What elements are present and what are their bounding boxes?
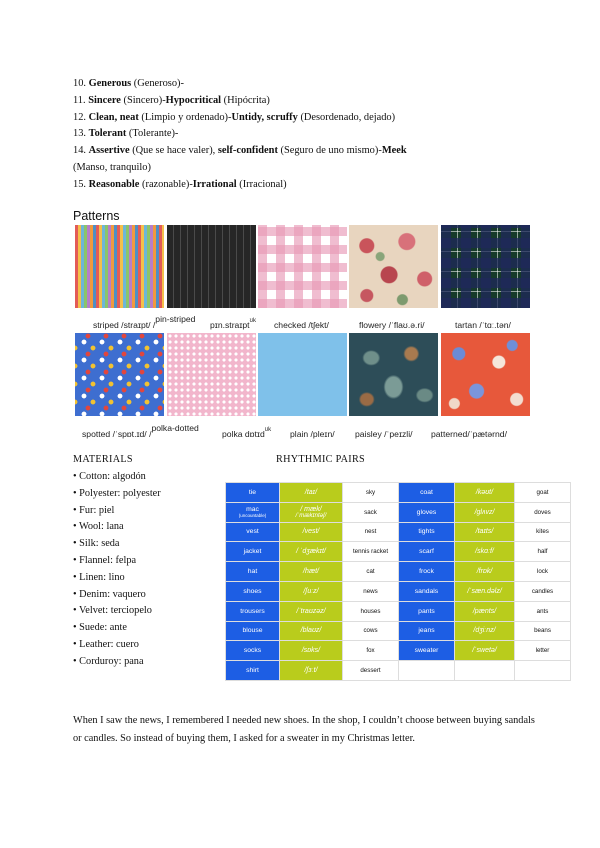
rhythmic-pairs-title: RHYTHMIC PAIRS <box>276 454 366 465</box>
story-paragraph: When I saw the news, I remembered I needed new shoes. In the shop, I couldn’t choose between buying sandals or candles. So instead of buying them, I asked for a sweater in my Christmas letter. <box>73 715 535 744</box>
striped-swatch <box>75 225 164 308</box>
materials-list <box>73 469 161 671</box>
list-item: • Denim: vaquero <box>73 588 146 600</box>
list-item: 12. Clean, neat (Limpio y ordenado)-Untidy, scruffy (Desordenado, dejado) <box>73 111 396 123</box>
table-row: shirt /ʃɜːt/ dessert <box>226 661 571 681</box>
list-item: 11. Sincere (Sincero)-Hypocritical (Hipócrita) <box>73 94 270 106</box>
table-row: vest /vest/ nest tights /taɪts/ kites <box>226 522 571 542</box>
table-row: hat /hæt/ cat frock /frɒk/ lock <box>226 562 571 582</box>
list-item: • Corduroy: pana <box>73 655 144 667</box>
list-item: • Linen: lino <box>73 571 125 583</box>
flowery-swatch <box>349 225 438 308</box>
list-item: 15. Reasonable (razonable)-Irrational (Irracional) <box>73 178 287 190</box>
pattern-label-patterned: patterned/ˈpætərnd/ <box>431 429 507 439</box>
pattern-label-tartan: tartan /ˈtɑː.tən/ <box>455 320 511 330</box>
materials-title: MATERIALS <box>73 454 133 465</box>
table-row: trousers /ˈtraʊzəz/ houses pants /pænts/ ants <box>226 601 571 621</box>
list-item: • Velvet: terciopelo <box>73 605 152 617</box>
list-item: 13. Tolerant (Tolerante)- <box>73 128 179 140</box>
patterned-swatch <box>441 333 530 416</box>
table-row: blouse /blaʊz/ cows jeans /dʒiːnz/ beans <box>226 621 571 641</box>
list-item: • Silk: seda <box>73 538 120 550</box>
adjective-list <box>73 76 543 194</box>
table-row: socks /sɒks/ fox sweater /ˈswetə/ letter <box>226 641 571 661</box>
table-row: tie /taɪ/ sky coat /kəʊt/ goat <box>226 483 571 503</box>
pattern-label-striped: striped /straɪpt/ /pin-striped <box>93 314 196 330</box>
pattern-label-flowery: flowery /ˈflaʊ.ə.ri/ <box>359 320 425 330</box>
list-item: • Cotton: algodón <box>73 471 146 482</box>
pattern-label-paisley: paisley /ˈpeɪzli/ <box>355 429 413 439</box>
pin-striped-swatch <box>167 225 256 308</box>
list-item: • Leather: cuero <box>73 638 139 650</box>
pattern-label-pin-striped: pɪn.straɪpt$^{ʊk}$ <box>210 318 256 330</box>
spotted-swatch <box>75 333 164 416</box>
pattern-label-plain: plain /pleɪn/ <box>290 429 335 439</box>
pattern-label-checked: checked /tʃekt/ <box>274 320 329 330</box>
polka-dotted-swatch <box>167 333 256 416</box>
patterns-title: Patterns <box>73 209 120 223</box>
paisley-swatch <box>349 333 438 416</box>
table-row: shoes /ʃuːz/ news sandals /ˈsæn.dəlz/ candles <box>226 581 571 601</box>
list-item: 10. Generous (Generoso)- <box>73 78 184 89</box>
plain-swatch <box>258 333 347 416</box>
rhythmic-pairs-table <box>225 482 571 681</box>
list-item: • Flannel: felpa <box>73 554 137 566</box>
list-item: • Fur: piel <box>73 504 115 516</box>
checked-swatch <box>258 225 347 308</box>
list-item: • Suede: ante <box>73 622 127 634</box>
list-item-continuation: (Manso, tranquilo) <box>73 161 151 173</box>
table-row: jacket / ˈdʒækɪt/ tennis racket scarf /skɑːf/ half <box>226 542 571 562</box>
list-item: • Polyester: polyester <box>73 487 161 499</box>
pattern-label-polka-dotted: polka dɒtɪd$^{ʊk}$ <box>222 427 272 439</box>
list-item: • Wool: lana <box>73 521 124 533</box>
pattern-label-spotted: spotted /ˈspɒt.ɪd/ /polka-dotted <box>82 423 199 439</box>
table-row: mac (uncountable) / mæk/ /ˈmækɪntəʃ/ sack gloves /glʌvz/ doves <box>226 502 571 522</box>
tartan-swatch <box>441 225 530 308</box>
list-item: 14. Assertive (Que se hace valer), self-confident (Seguro de uno mismo)-Meek <box>73 145 407 157</box>
